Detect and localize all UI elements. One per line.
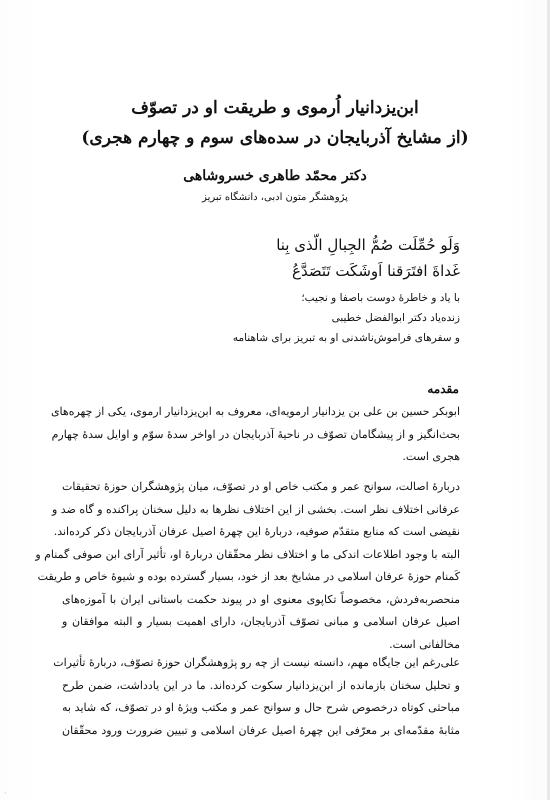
author-name: دکتر محمّد طاهری خسروشاهی [183, 168, 367, 184]
paragraph-line: مباحثی کوتاه درخصوص شرح حال و سوانح عمر و مکتب ویژهٔ او در تصوّف، که شاید به [62, 701, 460, 714]
paragraph [35, 476, 460, 656]
article-title: ابن‌یزدانیار اُرموی و طریقت او در تصوّف [131, 98, 419, 118]
paragraph-line: علی‌رغم این جایگاه مهم، دانسته نیست از چه رو پژوهشگران حوزهٔ تصوّف، دربارهٔ تأثیرات [53, 656, 460, 669]
dedication [130, 288, 460, 348]
paragraph-line: منحصربه‌فردش، مخصوصاً تکاپوی معنوی او در پیوند حکمت باستانی ایران با آموزه‌های [62, 592, 460, 606]
paragraph-line: نقیضی است که منابع متقدّم صوفیه، دربارهٔ این چهرهٔ اصیل عرفان آذربایجان ذکر کرده‌اند. [53, 525, 460, 538]
paragraph-line: البته با وجود اطلاعات اندکی ما و اختلاف نظر محقّقان دربارهٔ او، تأثیر آرای ابن صوفی گمنام و [35, 547, 460, 561]
paragraph-line: مثابهٔ مقدّمه‌ای بر معرّفی این چهرهٔ اصیل عرفان اسلامی و تبیین ضرورت ورود محقّقان [62, 723, 460, 737]
poem-line: وَلَو حُمِّلَت صُمُّ الجِبالِ الّذی بِنا [276, 236, 460, 254]
paragraph-line: مخالفانی است. [389, 637, 460, 651]
paragraph-line: بحث‌انگیز و از پیشگامان تصوّف در ناحیهٔ آذربایجان در اواخر سدهٔ سوّم و اوایل سدهٔ چهارم [51, 427, 460, 441]
paragraph-line: اصیل عرفان اسلامی و مبانی تصوّف آذربایجان، دارای اهمیت بسیار و البته موافقان و [62, 615, 460, 628]
dedication-line: زنده‌یاد دکتر ابوالفضل خطیبی [331, 312, 460, 324]
dedication-line: با یاد و خاطرهٔ دوست باصفا و نجیب؛ [301, 292, 460, 304]
article-subtitle: (از مشایخ آذربایجان در سده‌های سوم و چهارم هجری) [81, 128, 469, 148]
paragraph-line: ابوبکر حسین بن علی بن یزدانیار ارمویه‌ای، معروف به ابن‌یزدانیار ارموی، یکی از چهره‌های [50, 405, 460, 418]
section-heading: مقدمه [427, 382, 459, 396]
paragraph [50, 401, 460, 469]
scan-watermark: · [4, 789, 7, 798]
author-affiliation: پژوهشگر متون ادبی، دانشگاه تبریز [202, 192, 348, 203]
epigraph-poem [140, 232, 460, 284]
paragraph-line: دربارهٔ اصالت، سوانح عمر و مکتب خاص او در تصوّف، میان پژوهشگران حوزهٔ تحقیقات [62, 480, 460, 493]
paragraph-line: کَمنام حوزهٔ عرفان اسلامی در مشایخ بعد از خود، بسیار گسترده بوده و شیوهٔ خاص و طریقت [37, 570, 460, 583]
paragraph-line: هجری است. [402, 450, 460, 463]
poem-line: غَداةَ افتَرَقنا اَوشَکَت تَتَصَدَّعُ [292, 262, 460, 280]
paragraph-line: عرفانی اختلاف نظر است. بخشی از این اختلاف نظرها به دلیل سخنان پراکنده و گاه ضد و [51, 502, 460, 516]
paragraph [53, 652, 460, 742]
dedication-line: و سفرهای فراموش‌ناشدنی او به تبریز برای شاهنامه [232, 332, 460, 344]
paragraph-line: و تحلیل سخنان بازمانده از ابن‌یزدانیار سکوت کرده‌اند. ما در این یادداشت، ضمن طرح [62, 678, 460, 692]
